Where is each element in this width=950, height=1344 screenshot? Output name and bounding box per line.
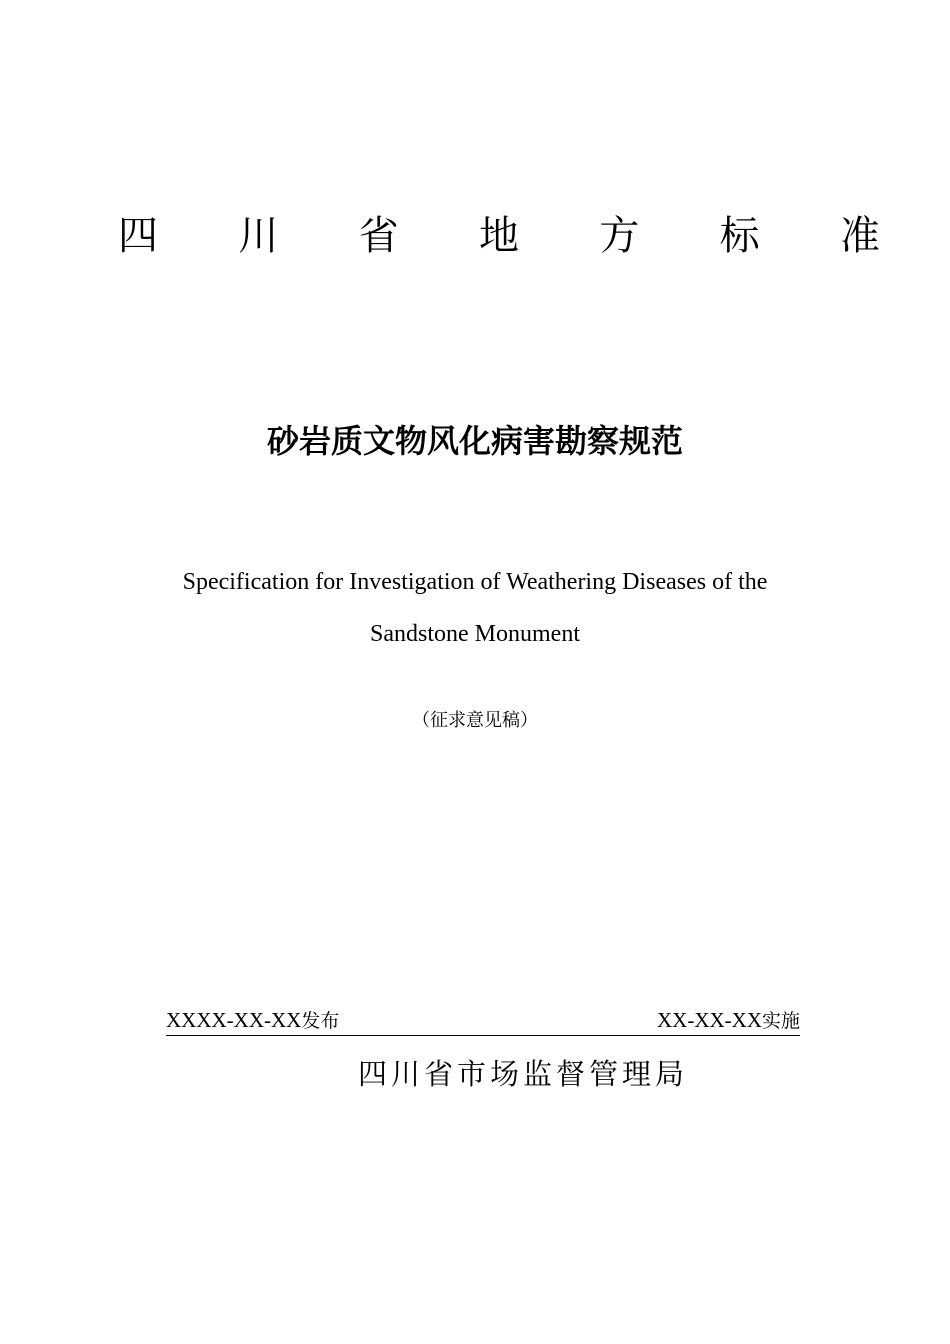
implement-date-value: XX-XX-XX (657, 1008, 762, 1032)
publish-label: 发布 (301, 1010, 340, 1032)
document-title-english (150, 556, 800, 660)
publish-date-value: XXXX-XX-XX (166, 1008, 302, 1032)
document-title-chinese: 砂岩质文物风化病害勘察规范 (266, 422, 683, 460)
issuing-authority: 四川省市场监督管理局 (357, 1057, 688, 1091)
heading-char: 四 (118, 213, 158, 259)
heading-char: 川 (238, 213, 279, 259)
heading-char: 标 (719, 213, 760, 259)
heading-char: 准 (839, 213, 880, 259)
english-title-line-2: Sandstone Monument (370, 621, 580, 647)
implement-label: 实施 (761, 1010, 800, 1032)
draft-status-note: （征求意见稿） (412, 710, 538, 731)
publish-date (166, 1006, 339, 1035)
heading-char: 省 (358, 213, 399, 259)
implement-date (657, 1006, 800, 1035)
heading-char: 地 (478, 213, 519, 259)
dates-row (166, 1005, 800, 1036)
heading-char: 方 (599, 213, 640, 259)
english-title-line-1: Specification for Investigation of Weathering Diseases of the (182, 569, 768, 595)
standard-category-heading (118, 208, 880, 264)
